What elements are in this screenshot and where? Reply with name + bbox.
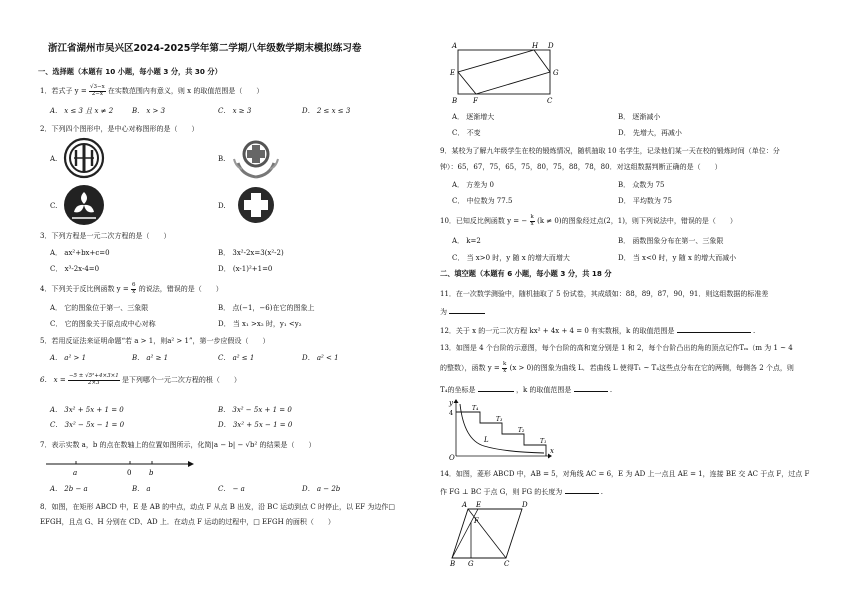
q6-option-a[interactable]: A． 3x² + 5x + 1 = 0 [50,406,124,414]
q13-fraction [502,362,507,374]
q5-option-b[interactable]: B． a² ≥ 1 [132,354,169,362]
q8-option-a[interactable]: A． 逐渐增大 [452,113,495,121]
q13-answer-blank-1[interactable] [478,385,514,392]
q4-fraction [131,283,137,295]
q13-line3-end: . [609,386,613,394]
q13-line2-pre: 的整数），函数 y = [440,364,500,372]
q9-option-d[interactable]: D． 平均数为 75 [618,197,672,205]
q13-fig-tick-4: 4 [449,409,454,417]
q10-option-b[interactable]: B． 函数图象分布在第一、三象限 [618,237,724,245]
q2-option-d[interactable]: D. [218,202,226,210]
q9-option-b[interactable]: B． 众数为 75 [618,181,665,189]
q1-option-c[interactable]: C． x ≥ 3 [218,107,252,115]
q5-stem: 5．若用反证法来证明命题“若 a > 1，则a² > 1”，第一步应假设（ ） [40,337,270,345]
q2-stem: 2．下列四个图形中，是中心对称图形的是（ ） [40,125,199,133]
q13-frac-num: k [503,361,507,367]
q3-option-c[interactable]: C． x³-2x-4=0 [50,265,100,273]
q6-frac-num: −5 ± √5²+4×3×1 [68,373,119,379]
q10-option-d[interactable]: D． 当 x<0 时，y 随 x 的增大而减小 [618,254,737,262]
exam-title: 浙江省湖州市吴兴区2024-2025学年第二学期八年级数学期末模拟练习卷 [48,43,362,54]
q2-option-c[interactable]: C. [50,202,58,210]
q8-fig-f: F [473,97,478,105]
q8-line1: 8．如图，在矩形 ABCD 中，E 是 AB 的中点，动点 F 从点 B 出发，沿 BC 运动到点 C 时停止，以 EF 为边作□ [40,503,396,511]
section-fill-heading: 二、填空题（本题有 6 小题，每小题 3 分，共 18 分 [440,269,612,278]
q7-label-0: 0 [127,469,132,477]
q2-option-b[interactable]: B. [218,155,226,163]
q8-fig-g: G [553,69,559,77]
q7-number-line [44,456,194,478]
q8-fig-c: C [547,97,553,105]
q13-fig-t2: T₂ [518,427,525,434]
q8-line2: EFGH，且点 G、H 分别在 CD、AD 上．在动点 F 运动的过程中，□ EFGH 的面积（ ） [40,518,335,526]
q7-option-a[interactable]: A． 2b − a [50,485,88,493]
q14-fig-a: A [462,501,468,509]
q11-line2 [440,307,485,316]
q13-fig-y: y [449,399,453,407]
q1-option-d[interactable]: D． 2 ≤ x ≤ 3 [302,107,351,115]
q11-line1: 11．在一次数学测验中，随机抽取了 5 份试卷，其成绩如：88，89，87，90，91．则这组数据的标准差 [440,290,769,298]
q7-label-b: b [149,469,154,477]
q7-option-b[interactable]: B． a [132,485,151,493]
q1-post: 在实数范围内有意义，则 x 的取值范围是（ ） [107,87,264,95]
q2-figure-b-cross-hands-icon [232,137,280,181]
q1-option-a[interactable]: A． x ≤ 3 且 x ≠ 2 [50,107,114,115]
q10-frac-den: x [530,220,534,227]
q13-fig-t4: T₄ [472,405,479,412]
q13-answer-blank-2[interactable] [574,385,608,392]
q5-option-d[interactable]: D． a² < 1 [302,354,339,362]
q13-line2-post: (x > 0)的图象为曲线 L．若曲线 L 使得T₁ ~ T₄这些点分布在它的两侧，每侧各 2 个点，则 [509,364,794,372]
q10-post: (k ≠ 0)的图象经过点(2，1)，则下列说法中，错误的是（ ） [537,217,737,225]
q4-frac-num: 6 [131,282,136,288]
q14-fig-d: D [522,501,528,509]
q12-stem [440,326,755,335]
q4-option-b[interactable]: B． 点(−1，−6)在它的图象上 [218,304,315,312]
q13-line2 [440,362,794,374]
q8-fig-h: H [532,42,539,50]
q6-pre: 6． x = [40,376,66,384]
q9-option-a[interactable]: A． 方差为 0 [452,181,494,189]
q4-post: 的说法，错误的是（ ） [138,285,223,293]
q4-frac-den: x [132,288,136,295]
q3-option-b[interactable]: B． 3x²-2x=3(x²-2) [218,249,284,257]
q12-answer-blank[interactable] [677,326,751,333]
q14-fig-g: G [468,560,474,568]
q9-line1: 9．某校为了解九年级学生在校的锻炼情况，随机抽取 10 名学生，记录他们某一天在校的锻炼时间（单位：分 [440,147,780,155]
q6-fraction [68,374,120,386]
q13-frac-den: x [503,367,507,374]
q10-pre: 10．已知反比例函数 y = − [440,217,528,225]
q8-fig-d: D [548,42,554,50]
q10-option-a[interactable]: A． k=2 [452,237,481,245]
q7-label-a: a [73,469,78,477]
q6-frac-den: 2×3 [88,379,100,386]
q8-option-d[interactable]: D． 先增大，再减小 [618,129,682,137]
q6-option-d[interactable]: D． 3x² + 5x − 1 = 0 [218,421,293,429]
q13-line3 [440,385,612,394]
q13-stairs-figure [444,398,554,460]
q6-post: 是下列哪个一元二次方程的根（ ） [121,376,241,384]
q11-line2-text: 为 [440,308,447,316]
q9-option-c[interactable]: C． 中位数为 77.5 [452,197,513,205]
q8-fig-b: B [452,97,458,105]
q7-option-c[interactable]: C． − a [218,485,245,493]
q4-option-d[interactable]: D． 当 x₁ >x₂ 时，y₁ <y₂ [218,320,302,328]
q10-fraction [530,215,535,227]
q12-pre: 12．关于 x 的一元二次方程 kx² + 4x + 4 = 0 有实数根，k 的取值范围是 [440,327,675,335]
q4-pre: 4．下列关于反比例函数 y = [40,285,129,293]
q9-line2: 钟）：65，67，75，65，75，80，75，88，78，80．对这组数据判断正确的是（ ） [440,163,722,171]
q8-option-c[interactable]: C． 不变 [452,129,481,137]
q5-option-c[interactable]: C． a² ≤ 1 [218,354,255,362]
q7-stem: 7．表示实数 a，b 的点在数轴上的位置如图所示，化简|a − b| − √b² 的结果是（ ） [40,441,316,449]
q1-frac-den: 2−x [91,90,103,97]
q5-option-a[interactable]: A． a² > 1 [50,354,87,362]
q4-option-a[interactable]: A． 它的图象位于第一、三象限 [50,304,149,312]
q2-figure-c-triskelion-icon [62,184,106,226]
q13-fig-t3: T₃ [496,416,503,423]
q13-fig-curve-l: L [484,436,489,444]
q14-answer-blank[interactable] [565,487,599,494]
q6-option-b[interactable]: B． 3x² − 5x + 1 = 0 [218,406,292,414]
q14-line2 [440,487,603,496]
q8-fig-e: E [450,69,456,77]
q10-stem [440,215,737,227]
q14-fig-b: B [450,560,456,568]
q14-fig-c: C [504,560,510,568]
q13-line3-mid: ，k 的取值范围是 [515,386,572,394]
q14-line1: 14．如图，菱形 ABCD 中，AB = 5，对角线 AC = 6，E 为 AD 上一点且 AE = 1，连接 BE 交 AC 于点 F，过点 F [440,470,810,478]
q4-option-c[interactable]: C． 它的图象关于原点成中心对称 [50,320,156,328]
q14-line2-pre: 作 FG ⊥ BC 于点 G，则 FG 的长度为 [440,488,563,496]
q1-option-b[interactable]: B． x > 3 [132,107,166,115]
q13-line1: 13．如图是 4 个台阶的示意图，每个台阶的高和宽分别是 1 和 2，每个台阶凸出的角的顶点记作Tₘ（m 为 1 ~ 4 [440,344,793,352]
q3-stem: 3．下列方程是一元二次方程的是（ ） [40,232,171,240]
q8-option-b[interactable]: B． 逐渐减小 [618,113,661,121]
q2-option-a[interactable]: A. [50,155,58,163]
q10-frac-num: k [530,214,534,220]
q12-post: . [752,327,756,335]
q6-stem [40,374,241,386]
q14-line2-post: . [600,488,603,496]
q13-fig-o: O [449,454,455,462]
q1-fraction [89,85,106,97]
q14-rhombus-figure [450,502,532,568]
q14-fig-e: E [476,501,482,509]
q6-option-c[interactable]: C． 3x² − 5x − 1 = 0 [50,421,125,429]
q3-option-d[interactable]: D． (x-1)²+1=0 [218,265,273,273]
q11-answer-blank[interactable] [449,307,485,314]
q13-line3-pre: T₄的坐标是 [440,386,476,394]
q13-fig-t1: T₁ [540,438,547,445]
q1-frac-num: √3−x [89,84,105,90]
q14-fig-f: F [474,517,479,525]
q1-pre: 1．若式子 y = [40,87,87,95]
q8-rectangle-figure [450,42,560,108]
q13-fig-x: x [550,447,554,455]
q2-figure-d-medical-cross-icon [236,186,276,224]
q4-stem [40,283,223,295]
section-choice-heading: 一、选择题（本题有 10 小题，每小题 3 分，共 30 分） [38,67,222,76]
q1-stem [40,85,263,97]
q8-fig-a: A [452,42,458,50]
q2-figure-a-emblem-icon [62,138,106,178]
q10-option-c[interactable]: C． 当 x>0 时，y 随 x 的增大而增大 [452,254,570,262]
q7-option-d[interactable]: D． a − 2b [302,485,341,493]
q3-option-a[interactable]: A． ax²+bx+c=0 [50,249,110,257]
